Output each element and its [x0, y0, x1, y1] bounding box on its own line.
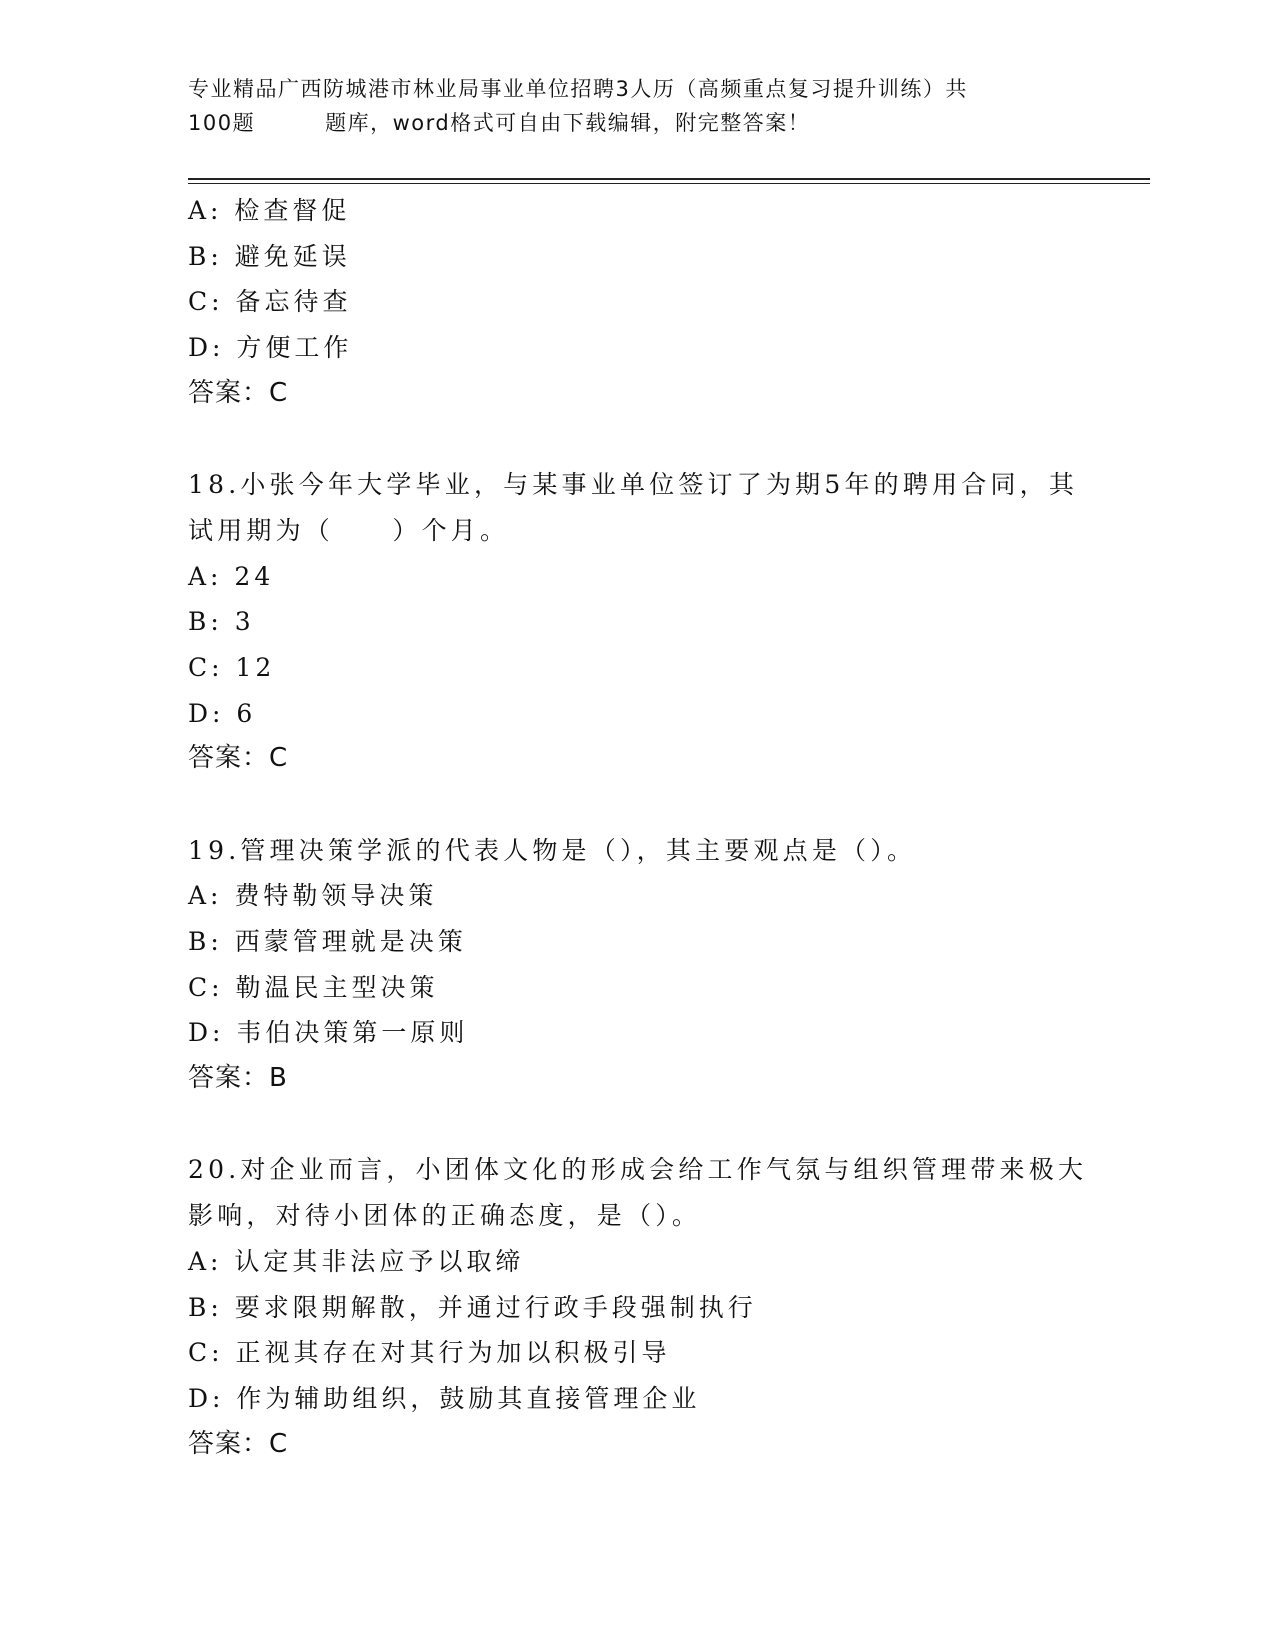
option-c: C: 备忘待查	[188, 287, 352, 317]
answer: 答案：C	[188, 1428, 289, 1459]
option-d: D: 方便工作	[188, 333, 353, 363]
option-a: A: 费特勒领导决策	[188, 881, 438, 911]
option-c: C: 12	[188, 652, 276, 682]
document-header	[188, 72, 1148, 140]
option-d: D: 作为辅助组织，鼓励其直接管理企业	[188, 1383, 701, 1413]
answer: 答案：B	[188, 1063, 288, 1094]
option-d: D: 6	[188, 698, 257, 728]
option-c: C: 正视其存在对其行为加以积极引导	[188, 1338, 671, 1368]
header-count: 100题	[188, 111, 256, 135]
option-a: A: 检查督促	[188, 196, 351, 225]
question-text: 18.小张今年大学毕业，与某事业单位签订了为期5年的聘用合同，其试用期为（ ）个月。	[188, 470, 1079, 545]
option-a: A: 认定其非法应予以取缔	[188, 1246, 525, 1276]
option-d: D: 韦伯决策第一原则	[188, 1018, 469, 1048]
option-b: B: 避免延误	[188, 241, 351, 271]
answer: 答案：C	[188, 743, 289, 774]
header-line-1: 专业精品广西防城港市林业局事业单位招聘3人历（高频重点复习提升训练）共	[188, 77, 968, 101]
question-20	[188, 1147, 1148, 1467]
question-list	[188, 188, 1148, 1467]
question-text: 20.对企业而言，小团体文化的形成会给工作气氛与组织管理带来极大影响，对待小团体的正确态度，是（）。	[188, 1155, 1088, 1231]
header-rule-thick	[188, 178, 1150, 180]
header-description: 题库，word格式可自由下载编辑，附完整答案！	[325, 111, 811, 135]
question-17	[188, 188, 1148, 416]
header-rule-thin	[188, 183, 1150, 184]
header-line-2	[188, 106, 1148, 140]
option-b: B: 要求限期解散，并通过行政手段强制执行	[188, 1292, 757, 1322]
answer: 答案：C	[188, 377, 289, 408]
question-19	[188, 828, 1148, 1102]
option-a: A: 24	[188, 561, 275, 591]
option-b: B: 3	[188, 607, 255, 637]
question-18	[188, 462, 1148, 782]
question-text: 19.管理决策学派的代表人物是（），其主要观点是（）。	[188, 835, 917, 865]
option-c: C: 勒温民主型决策	[188, 972, 439, 1002]
option-b: B: 西蒙管理就是决策	[188, 927, 467, 957]
